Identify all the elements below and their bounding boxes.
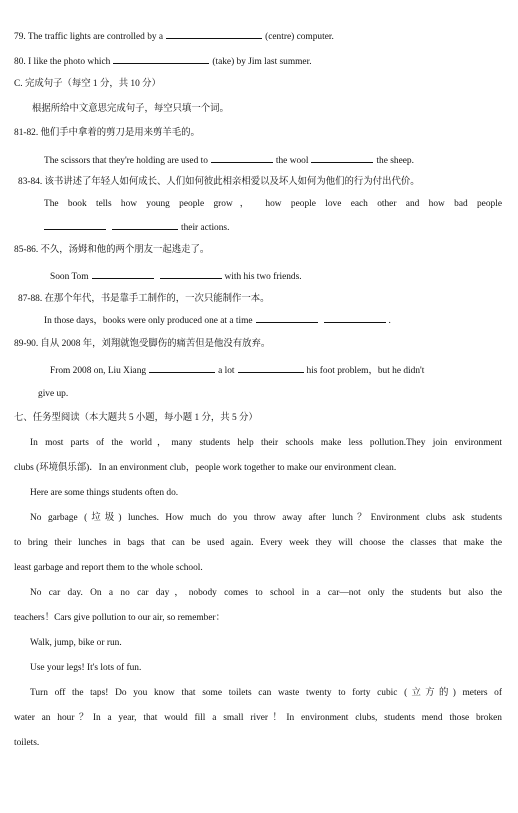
q81-text-a: The scissors that they're holding are used to [44, 156, 208, 166]
q84-blank-2[interactable] [112, 221, 178, 230]
question-79 [14, 30, 502, 44]
q80-text-before: 80. I like the photo which [14, 57, 111, 67]
q80-text-after: (take) by Jim last summer. [212, 57, 312, 67]
q82-blank-2[interactable] [311, 154, 373, 163]
q81-chinese: 81-82. 他们手中拿着的剪刀是用来剪羊毛的。 [14, 128, 200, 138]
q89-text-a: From 2008 on, Liu Xiang [50, 366, 147, 376]
q81-blank-1[interactable] [211, 154, 273, 163]
q83-blank-1[interactable] [44, 221, 106, 230]
q79-text-after: (centre) computer. [265, 32, 334, 42]
passage-p7-line1: Turn off the taps! Do you know that some toilets can waste twenty to forty cubic (立方的) meters of [30, 688, 502, 698]
passage-p3-line1: No garbage (垃圾) lunches. How much do you throw away after lunch？Environment clubs ask students [30, 513, 502, 523]
passage-p2: Here are some things students often do. [30, 488, 179, 498]
section-seven-title: 七、任务型阅读（本大题共 5 小题，每小题 1 分，共 5 分） [14, 413, 258, 423]
q83-english-line1: The book tells how young people grow， how people love each other and how bad people [44, 199, 502, 209]
q81-text-c: the sheep. [376, 156, 414, 166]
q89-text-b: a lot [218, 366, 235, 376]
q83-text-end: their actions. [181, 223, 230, 233]
q87-blank-1[interactable] [256, 314, 318, 323]
q87-text-end: . [388, 316, 391, 326]
q89-english-line2: give up. [38, 389, 69, 399]
q87-chinese: 87-88. 在那个年代，书是靠手工制作的，一次只能制作一本。 [18, 294, 270, 304]
passage-p1-line2: clubs (环境俱乐部)．In an environment club，people work together to make our environment clean. [14, 463, 397, 473]
passage-p6: Use your legs! It's lots of fun. [30, 663, 142, 673]
q89-chinese: 89-90. 自从 2008 年，刘翔就饱受脚伤的痛苦但是他没有放弃。 [14, 339, 271, 349]
q81-text-b: the wool [275, 156, 309, 166]
q83-chinese: 83-84. 该书讲述了年轻人如何成长、人们如何彼此相亲相爱以及坏人如何为他们的行为付出代价。 [18, 177, 420, 187]
q85-text-a: Soon Tom [50, 272, 89, 282]
passage-p5: Walk, jump, bike or run. [30, 638, 122, 648]
passage-p4-line1: No car day. On a no car day，nobody comes to school in a car—not only the students but also the [30, 588, 502, 598]
q83-english-line2 [44, 221, 502, 235]
passage-p7-line3: toilets. [14, 738, 40, 748]
passage-p3-line3: least garbage and report them to the whole school. [14, 563, 203, 573]
passage-p1-line1: In most parts of the world，many students help their schools make less pollution.They join environment [30, 438, 502, 448]
q85-blank-1[interactable] [92, 270, 154, 279]
q90-blank-2[interactable] [238, 364, 304, 373]
q85-english [50, 270, 502, 284]
q79-text-before: 79. The traffic lights are controlled by a [14, 32, 164, 42]
q88-blank-2[interactable] [324, 314, 386, 323]
q80-blank[interactable] [113, 55, 209, 64]
q89-text-c: his foot problem，but he didn't [306, 366, 425, 376]
passage-p7-line2: water an hour？In a year, that would fill a small river！In environment clubs, students mend those broken [14, 713, 502, 723]
q85-text-b: with his two friends. [224, 272, 302, 282]
q87-english [44, 314, 502, 328]
q89-blank-1[interactable] [149, 364, 215, 373]
q89-english [50, 364, 502, 378]
section-c-title: C. 完成句子（每空 1 分，共 10 分） [14, 79, 161, 89]
passage-p3-line2: to bring their lunches in bags that can be used again. Every week they will choose the classes that make the [14, 538, 502, 548]
section-c-instruction: 根据所给中文意思完成句子，每空只填一个词。 [32, 104, 229, 114]
passage-p4-line2: teachers！Cars give pollution to our air, so remember： [14, 613, 226, 623]
q85-chinese: 85-86. 不久，汤姆和他的两个朋友一起逃走了。 [14, 245, 210, 255]
q87-text-a: In those days，books were only produced one at a time [44, 316, 253, 326]
question-80 [14, 55, 502, 69]
q79-blank[interactable] [166, 30, 262, 39]
q81-english [44, 154, 502, 168]
q86-blank-2[interactable] [160, 270, 222, 279]
